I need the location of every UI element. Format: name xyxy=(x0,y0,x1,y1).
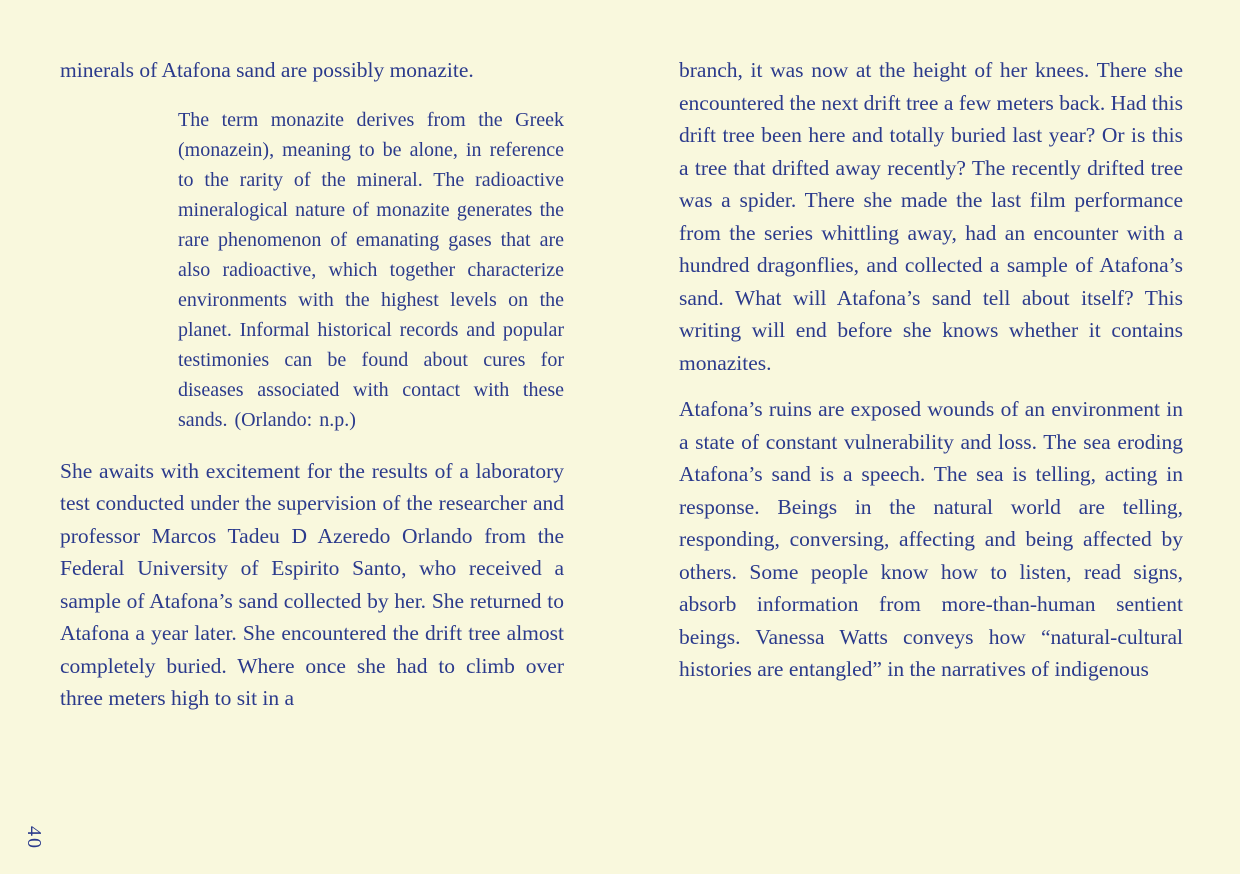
paragraph-laboratory-test: She awaits with excitement for the results of a laboratory test conducted under the supervision of the researcher and professor Marcos Tadeu D Azeredo Orlando from the Federal University of Espirito Santo, who received a sample of Atafona’s sand collected by her. She returned to Atafona a year later. She encountered the drift tree almost completely buried. Where once she had to climb over three meters high to sit in a xyxy=(60,458,564,710)
paragraph-drift-tree: branch, it was now at the height of her knees. There she encountered the next drift tree a few meters back. Had this drift tree been here and totally buried last year? Or is this a tree that drifted away recently? The recently drifted tree was a spider. There she made the last film performance from the series whittling away, had an encounter with a hundred dragonflies, and collected a sample of Atafona’s sand. What will Atafona’s sand tell about itself? This writing will end before she knows whether it contains monazites. xyxy=(679,58,1183,375)
paragraph-atafona-ruins: Atafona’s ruins are exposed wounds of an environment in a state of constant vulnerability and loss. The sea eroding Atafona’s sand is a speech. The sea is telling, acting in response. Beings in the natural world are telling, responding, conversing, affecting and being affected by others. Some people know how to listen, read signs, absorb information from more-than-human sentient beings. Vanessa Watts conveys how “natural-cultural histories are entangled” in the narratives of indigenous xyxy=(679,397,1183,681)
blockquote-monazite-definition: The term monazite derives from the Greek (monazein), meaning to be alone, in reference to the rarity of the mineral. The radioactive mineralogical nature of monazite generates the rare phenomenon of emanating gases that are also radioactive, which together characterize environments with the highest levels on the planet. Informal historical records and popular testimonies can be found about cures for diseases associated with contact with these sands. (Orlando: n.p.) xyxy=(178,108,564,431)
right-page-column xyxy=(679,54,1183,700)
paragraph-intro: minerals of Atafona sand are possibly monazite. xyxy=(60,58,474,82)
page-number: 40 xyxy=(23,826,45,850)
left-page-column xyxy=(60,54,564,729)
